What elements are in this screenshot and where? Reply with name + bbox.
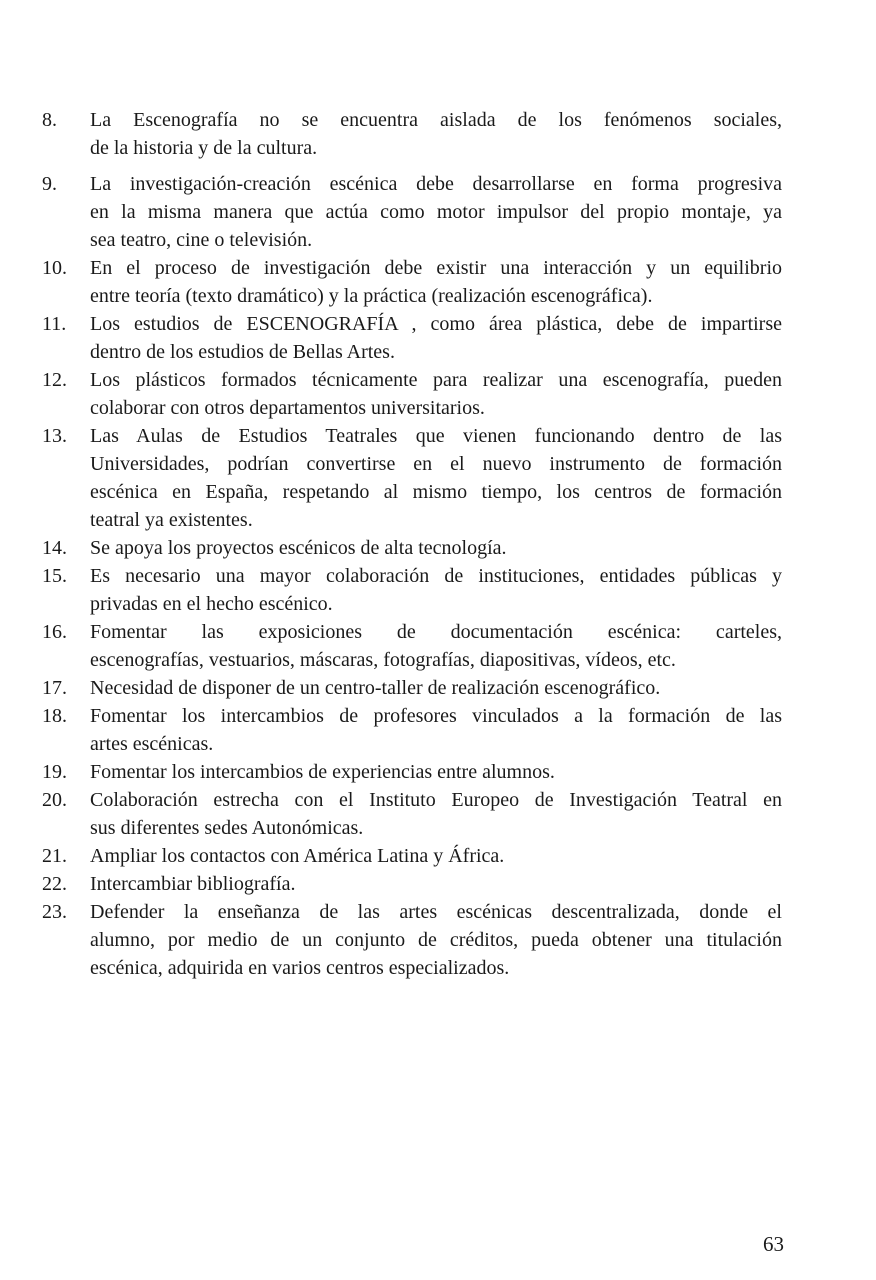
item-number: 22. — [42, 873, 67, 895]
text-line: en la misma manera que actúa como motor impulsor del propio montaje, ya — [90, 201, 782, 223]
item-number: 19. — [42, 761, 67, 783]
text-line: escenografías, vestuarios, máscaras, fotografías, diapositivas, vídeos, etc. — [90, 649, 676, 671]
text-line: Universidades, podrían convertirse en el nuevo instrumento de formación — [90, 453, 782, 475]
text-line: En el proceso de investigación debe existir una interacción y un equilibrio — [90, 257, 782, 279]
text-line: escénica, adquirida en varios centros especializados. — [90, 957, 510, 979]
item-number: 14. — [42, 537, 67, 559]
text-line: teatral ya existentes. — [90, 509, 253, 531]
item-text — [90, 702, 782, 758]
list-item — [42, 106, 782, 162]
item-number: 20. — [42, 789, 67, 811]
text-line: Se apoya los proyectos escénicos de alta tecnología. — [90, 537, 507, 559]
text-line: dentro de los estudios de Bellas Artes. — [90, 341, 395, 363]
text-line: de la historia y de la cultura. — [90, 137, 318, 159]
list-item — [42, 366, 782, 422]
item-text — [90, 898, 782, 982]
item-number: 10. — [42, 257, 67, 279]
item-number: 18. — [42, 705, 67, 727]
page-number: 63 — [763, 1232, 784, 1256]
item-text — [90, 534, 782, 562]
text-line: privadas en el hecho escénico. — [90, 593, 333, 615]
list-item — [42, 842, 782, 870]
list-item — [42, 254, 782, 310]
list-item — [42, 618, 782, 674]
item-text — [90, 106, 782, 162]
item-text — [90, 786, 782, 842]
list-item — [42, 562, 782, 618]
text-line: Fomentar los intercambios de profesores vinculados a la formación de las — [90, 705, 782, 727]
item-number: 11. — [42, 313, 67, 335]
text-line: Los estudios de ESCENOGRAFÍA , como área plástica, debe de impartirse — [90, 313, 782, 335]
item-text — [90, 422, 782, 534]
list-item — [42, 758, 782, 786]
item-number: 17. — [42, 677, 67, 699]
text-line: La investigación-creación escénica debe desarrollarse en forma progresiva — [90, 173, 782, 195]
text-line: escénica en España, respetando al mismo tiempo, los centros de formación — [90, 481, 782, 503]
list-item — [42, 674, 782, 702]
item-text — [90, 310, 782, 366]
text-line: sus diferentes sedes Autonómicas. — [90, 817, 364, 839]
list-item — [42, 786, 782, 842]
list-item — [42, 702, 782, 758]
item-number: 15. — [42, 565, 67, 587]
item-text — [90, 170, 782, 254]
item-number: 21. — [42, 845, 67, 867]
text-line: Las Aulas de Estudios Teatrales que vienen funcionando dentro de las — [90, 425, 782, 447]
item-text — [90, 366, 782, 422]
list-item — [42, 870, 782, 898]
text-line: colaborar con otros departamentos universitarios. — [90, 397, 485, 419]
text-line: artes escénicas. — [90, 733, 214, 755]
numbered-list — [42, 106, 782, 982]
text-line: entre teoría (texto dramático) y la práctica (realización escenográfica). — [90, 285, 653, 307]
item-number: 23. — [42, 901, 67, 923]
item-number: 9. — [42, 173, 57, 195]
item-number: 13. — [42, 425, 67, 447]
list-item — [42, 898, 782, 982]
text-line: Colaboración estrecha con el Instituto Europeo de Investigación Teatral en — [90, 789, 782, 811]
list-item — [42, 422, 782, 534]
item-number: 12. — [42, 369, 67, 391]
item-text — [90, 758, 782, 786]
item-text — [90, 842, 782, 870]
text-line: Fomentar las exposiciones de documentación escénica: carteles, — [90, 621, 782, 643]
text-line: Necesidad de disponer de un centro-taller de realización escenográfico. — [90, 677, 661, 699]
item-text — [90, 254, 782, 310]
item-number: 8. — [42, 109, 57, 131]
text-line: Ampliar los contactos con América Latina y África. — [90, 845, 505, 867]
text-line: sea teatro, cine o televisión. — [90, 229, 313, 251]
text-line: Es necesario una mayor colaboración de instituciones, entidades públicas y — [90, 565, 782, 587]
text-line: alumno, por medio de un conjunto de créditos, pueda obtener una titulación — [90, 929, 782, 951]
item-text — [90, 618, 782, 674]
text-line: La Escenografía no se encuentra aislada de los fenómenos sociales, — [90, 109, 782, 131]
item-text — [90, 674, 782, 702]
list-item — [42, 310, 782, 366]
text-line: Fomentar los intercambios de experiencias entre alumnos. — [90, 761, 555, 783]
list-item — [42, 534, 782, 562]
item-number: 16. — [42, 621, 67, 643]
text-line: Los plásticos formados técnicamente para realizar una escenografía, pueden — [90, 369, 782, 391]
item-text — [90, 870, 782, 898]
text-line: Defender la enseñanza de las artes escénicas descentralizada, donde el — [90, 901, 782, 923]
item-text — [90, 562, 782, 618]
text-line: Intercambiar bibliografía. — [90, 873, 296, 895]
list-item — [42, 170, 782, 254]
